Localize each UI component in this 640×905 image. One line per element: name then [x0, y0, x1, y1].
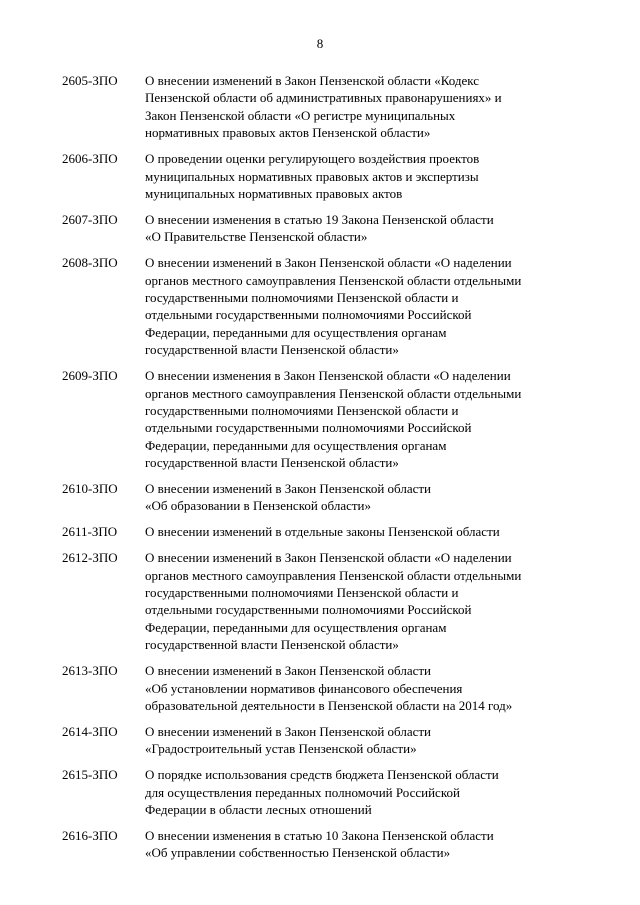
law-code: 2612-ЗПО [62, 550, 118, 566]
law-code: 2607-ЗПО [62, 211, 118, 227]
law-title [145, 662, 592, 714]
law-code: 2614-ЗПО [62, 723, 118, 739]
law-code: 2615-ЗПО [62, 767, 118, 783]
law-title-line: органов местного самоуправления Пензенской области отдельными [145, 385, 522, 401]
law-title [145, 549, 592, 653]
law-entry [62, 150, 592, 202]
law-title-line: органов местного самоуправления Пензенской области отдельными [145, 272, 522, 288]
law-entry [62, 723, 592, 758]
law-title-line: Федерации, переданными для осуществления органам [145, 437, 447, 453]
law-title [145, 211, 592, 246]
law-title-line: государственными полномочиями Пензенской области и [145, 402, 459, 418]
law-title-line: государственной власти Пензенской области» [145, 455, 399, 471]
law-title [145, 827, 592, 862]
law-entry [62, 480, 592, 515]
law-title-line: государственными полномочиями Пензенской области и [145, 585, 459, 601]
law-title-line: Пензенской области об административных правонарушениях» и [145, 90, 502, 106]
law-title-line: нормативных правовых актов Пензенской области» [145, 125, 431, 141]
law-title-line: Федерации, переданными для осуществления органам [145, 324, 447, 340]
law-entry [62, 211, 592, 246]
law-title-line: О проведении оценки регулирующего воздействия проектов [145, 151, 480, 167]
law-code: 2616-ЗПО [62, 827, 118, 843]
law-title-line: государственными полномочиями Пензенской области и [145, 289, 459, 305]
law-title [145, 766, 592, 818]
law-title-line: отдельными государственными полномочиями Российской [145, 307, 472, 323]
law-title-line: О внесении изменений в Закон Пензенской области «О наделении [145, 550, 512, 566]
law-code: 2606-ЗПО [62, 151, 118, 167]
law-title-line: отдельными государственными полномочиями Российской [145, 602, 472, 618]
page-number: 8 [316, 36, 324, 51]
law-title-line: «О Правительстве Пензенской области» [145, 229, 368, 245]
law-title [145, 723, 592, 758]
law-title-line: О внесении изменений в Закон Пензенской области «Кодекс [145, 73, 480, 88]
law-code: 2608-ЗПО [62, 255, 118, 271]
law-entry [62, 254, 592, 358]
law-title-line: государственной власти Пензенской области» [145, 342, 399, 358]
law-entry [62, 827, 592, 862]
law-title [145, 254, 592, 358]
law-code: 2609-ЗПО [62, 368, 118, 384]
law-code: 2613-ЗПО [62, 663, 118, 679]
law-title-line: Федерации в области лесных отношений [145, 802, 372, 818]
law-title-line: О внесении изменения в Закон Пензенской области «О наделении [145, 368, 511, 384]
law-title [145, 367, 592, 471]
law-title-line: муниципальных нормативных правовых актов и экспертизы [145, 168, 479, 184]
law-title-line: для осуществления переданных полномочий Российской [145, 784, 460, 800]
law-code: 2610-ЗПО [62, 481, 118, 497]
law-title-line: государственной власти Пензенской области» [145, 637, 399, 653]
law-title-line: муниципальных нормативных правовых актов [145, 185, 403, 201]
law-code: 2605-ЗПО [62, 73, 118, 88]
law-entry [62, 367, 592, 471]
law-code: 2611-ЗПО [62, 524, 118, 540]
law-entry [62, 72, 592, 142]
law-title-line: О внесении изменений в Закон Пензенской области [145, 663, 431, 679]
law-title-line: «Об образовании в Пензенской области» [145, 498, 372, 514]
law-title-line: О внесении изменений в Закон Пензенской области [145, 723, 431, 739]
law-title [145, 523, 592, 540]
law-title-line: органов местного самоуправления Пензенской области отдельными [145, 567, 522, 583]
law-title [145, 72, 592, 142]
law-entry [62, 523, 592, 540]
law-title-line: О порядке использования средств бюджета Пензенской области [145, 767, 499, 783]
law-entry [62, 766, 592, 818]
law-title-line: О внесении изменений в отдельные законы Пензенской области [145, 524, 500, 540]
law-title-line: «Об управлении собственностью Пензенской области» [145, 845, 451, 861]
law-title-line: О внесении изменения в статью 19 Закона Пензенской области [145, 211, 494, 227]
law-title [145, 480, 592, 515]
law-title-line: образовательной деятельности в Пензенской области на 2014 год» [145, 698, 513, 713]
law-title-line: О внесении изменений в Закон Пензенской области «О наделении [145, 255, 512, 271]
law-title-line: «Градостроительный устав Пензенской области» [145, 741, 417, 757]
law-title-line: О внесении изменений в Закон Пензенской области [145, 481, 431, 497]
law-title-line: «Об установлении нормативов финансового обеспечения [145, 680, 463, 696]
law-title-line: Закон Пензенской области «О регистре муниципальных [145, 107, 456, 123]
law-entry [62, 549, 592, 653]
law-title-line: Федерации, переданными для осуществления органам [145, 619, 447, 635]
law-title [145, 150, 592, 202]
law-list [62, 72, 592, 870]
law-title-line: О внесении изменения в статью 10 Закона Пензенской области [145, 827, 494, 843]
law-title-line: отдельными государственными полномочиями Российской [145, 420, 472, 436]
law-entry [62, 662, 592, 714]
